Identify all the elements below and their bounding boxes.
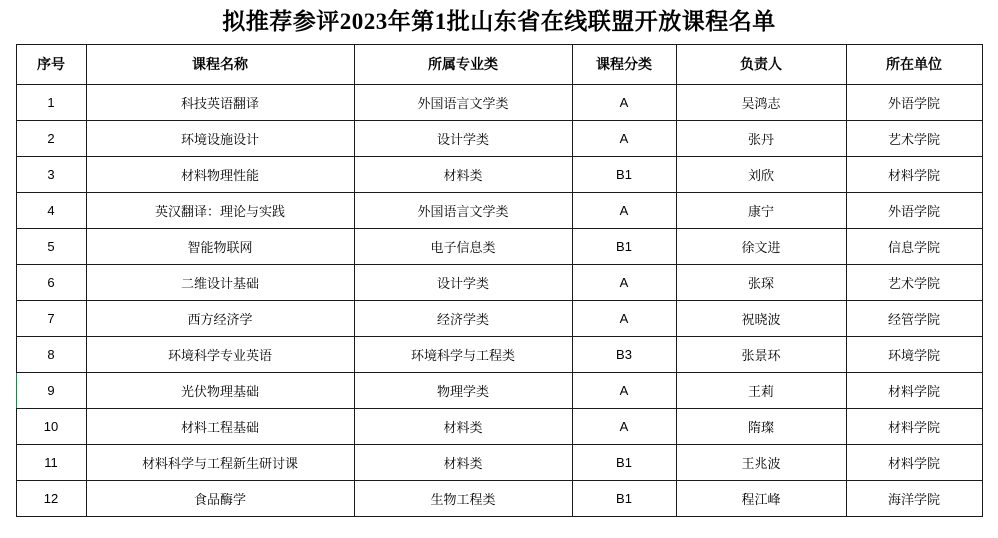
cell-category: B1 xyxy=(572,228,676,264)
cell-unit: 材料学院 xyxy=(846,156,982,192)
table-row xyxy=(16,372,982,408)
cell-owner: 隋璨 xyxy=(676,408,846,444)
cell-unit: 外语学院 xyxy=(846,84,982,120)
cell-seq: 3 xyxy=(16,156,86,192)
cell-owner: 程江峰 xyxy=(676,480,846,516)
cell-unit: 环境学院 xyxy=(846,336,982,372)
column-header-major: 所属专业类 xyxy=(354,44,572,84)
cell-unit: 信息学院 xyxy=(846,228,982,264)
cell-seq: 2 xyxy=(16,120,86,156)
cell-category: B1 xyxy=(572,156,676,192)
cell-seq: 10 xyxy=(16,408,86,444)
cell-category: A xyxy=(572,408,676,444)
table-row xyxy=(16,444,982,480)
cell-course-name: 环境科学专业英语 xyxy=(86,336,354,372)
cell-owner: 吴鸿志 xyxy=(676,84,846,120)
cell-owner: 张琛 xyxy=(676,264,846,300)
cell-unit: 海洋学院 xyxy=(846,480,982,516)
cell-seq: 11 xyxy=(16,444,86,480)
column-header-name: 课程名称 xyxy=(86,44,354,84)
cell-category: A xyxy=(572,372,676,408)
cell-owner: 王莉 xyxy=(676,372,846,408)
cell-course-name: 环境设施设计 xyxy=(86,120,354,156)
table-row xyxy=(16,84,982,120)
table-header-row xyxy=(16,44,982,84)
cell-major: 物理学类 xyxy=(354,372,572,408)
cell-owner: 张丹 xyxy=(676,120,846,156)
cell-course-name: 二维设计基础 xyxy=(86,264,354,300)
cell-category: A xyxy=(572,84,676,120)
cell-category: A xyxy=(572,264,676,300)
cell-major: 电子信息类 xyxy=(354,228,572,264)
cell-owner: 康宁 xyxy=(676,192,846,228)
cell-major: 外国语言文学类 xyxy=(354,84,572,120)
cell-course-name: 西方经济学 xyxy=(86,300,354,336)
table-header xyxy=(16,44,982,84)
cell-major: 经济学类 xyxy=(354,300,572,336)
cell-seq: 12 xyxy=(16,480,86,516)
cell-category: A xyxy=(572,300,676,336)
cell-seq: 1 xyxy=(16,84,86,120)
table-row xyxy=(16,228,982,264)
cell-major: 设计学类 xyxy=(354,264,572,300)
cell-seq: 7 xyxy=(16,300,86,336)
cell-course-name: 材料科学与工程新生研讨课 xyxy=(86,444,354,480)
page-title: 拟推荐参评2023年第1批山东省在线联盟开放课程名单 xyxy=(222,9,776,34)
cell-category: A xyxy=(572,192,676,228)
cell-major: 外国语言文学类 xyxy=(354,192,572,228)
cell-category: B1 xyxy=(572,480,676,516)
cell-major: 设计学类 xyxy=(354,120,572,156)
cell-seq: 4 xyxy=(16,192,86,228)
cell-category: B1 xyxy=(572,444,676,480)
cell-owner: 刘欣 xyxy=(676,156,846,192)
cell-owner: 张景环 xyxy=(676,336,846,372)
table-row xyxy=(16,300,982,336)
cell-category: B3 xyxy=(572,336,676,372)
cell-unit: 材料学院 xyxy=(846,408,982,444)
cell-course-name: 食品酶学 xyxy=(86,480,354,516)
cell-seq: 8 xyxy=(16,336,86,372)
table-row xyxy=(16,192,982,228)
cell-unit: 艺术学院 xyxy=(846,120,982,156)
column-header-seq: 序号 xyxy=(16,44,86,84)
cell-unit: 外语学院 xyxy=(846,192,982,228)
cell-major: 生物工程类 xyxy=(354,480,572,516)
cell-major: 环境科学与工程类 xyxy=(354,336,572,372)
cell-unit: 材料学院 xyxy=(846,444,982,480)
cell-major: 材料类 xyxy=(354,408,572,444)
column-header-unit: 所在单位 xyxy=(846,44,982,84)
table-row xyxy=(16,480,982,516)
table-row xyxy=(16,408,982,444)
course-list-table xyxy=(16,44,983,517)
cell-course-name: 智能物联网 xyxy=(86,228,354,264)
cell-owner: 祝晓波 xyxy=(676,300,846,336)
cell-major: 材料类 xyxy=(354,156,572,192)
cell-course-name: 材料物理性能 xyxy=(86,156,354,192)
cell-owner: 徐文进 xyxy=(676,228,846,264)
cell-course-name: 光伏物理基础 xyxy=(86,372,354,408)
table-body xyxy=(16,84,982,516)
cell-category: A xyxy=(572,120,676,156)
cell-seq: 9 xyxy=(16,372,86,408)
cell-seq: 6 xyxy=(16,264,86,300)
cell-seq: 5 xyxy=(16,228,86,264)
table-row xyxy=(16,264,982,300)
cell-unit: 经管学院 xyxy=(846,300,982,336)
cell-unit: 材料学院 xyxy=(846,372,982,408)
table-row xyxy=(16,156,982,192)
table-row xyxy=(16,120,982,156)
cell-unit: 艺术学院 xyxy=(846,264,982,300)
column-header-owner: 负责人 xyxy=(676,44,846,84)
cell-course-name: 英汉翻译：理论与实践 xyxy=(86,192,354,228)
cell-course-name: 材料工程基础 xyxy=(86,408,354,444)
table-row xyxy=(16,336,982,372)
column-header-category: 课程分类 xyxy=(572,44,676,84)
cell-major: 材料类 xyxy=(354,444,572,480)
cell-owner: 王兆波 xyxy=(676,444,846,480)
cell-course-name: 科技英语翻译 xyxy=(86,84,354,120)
